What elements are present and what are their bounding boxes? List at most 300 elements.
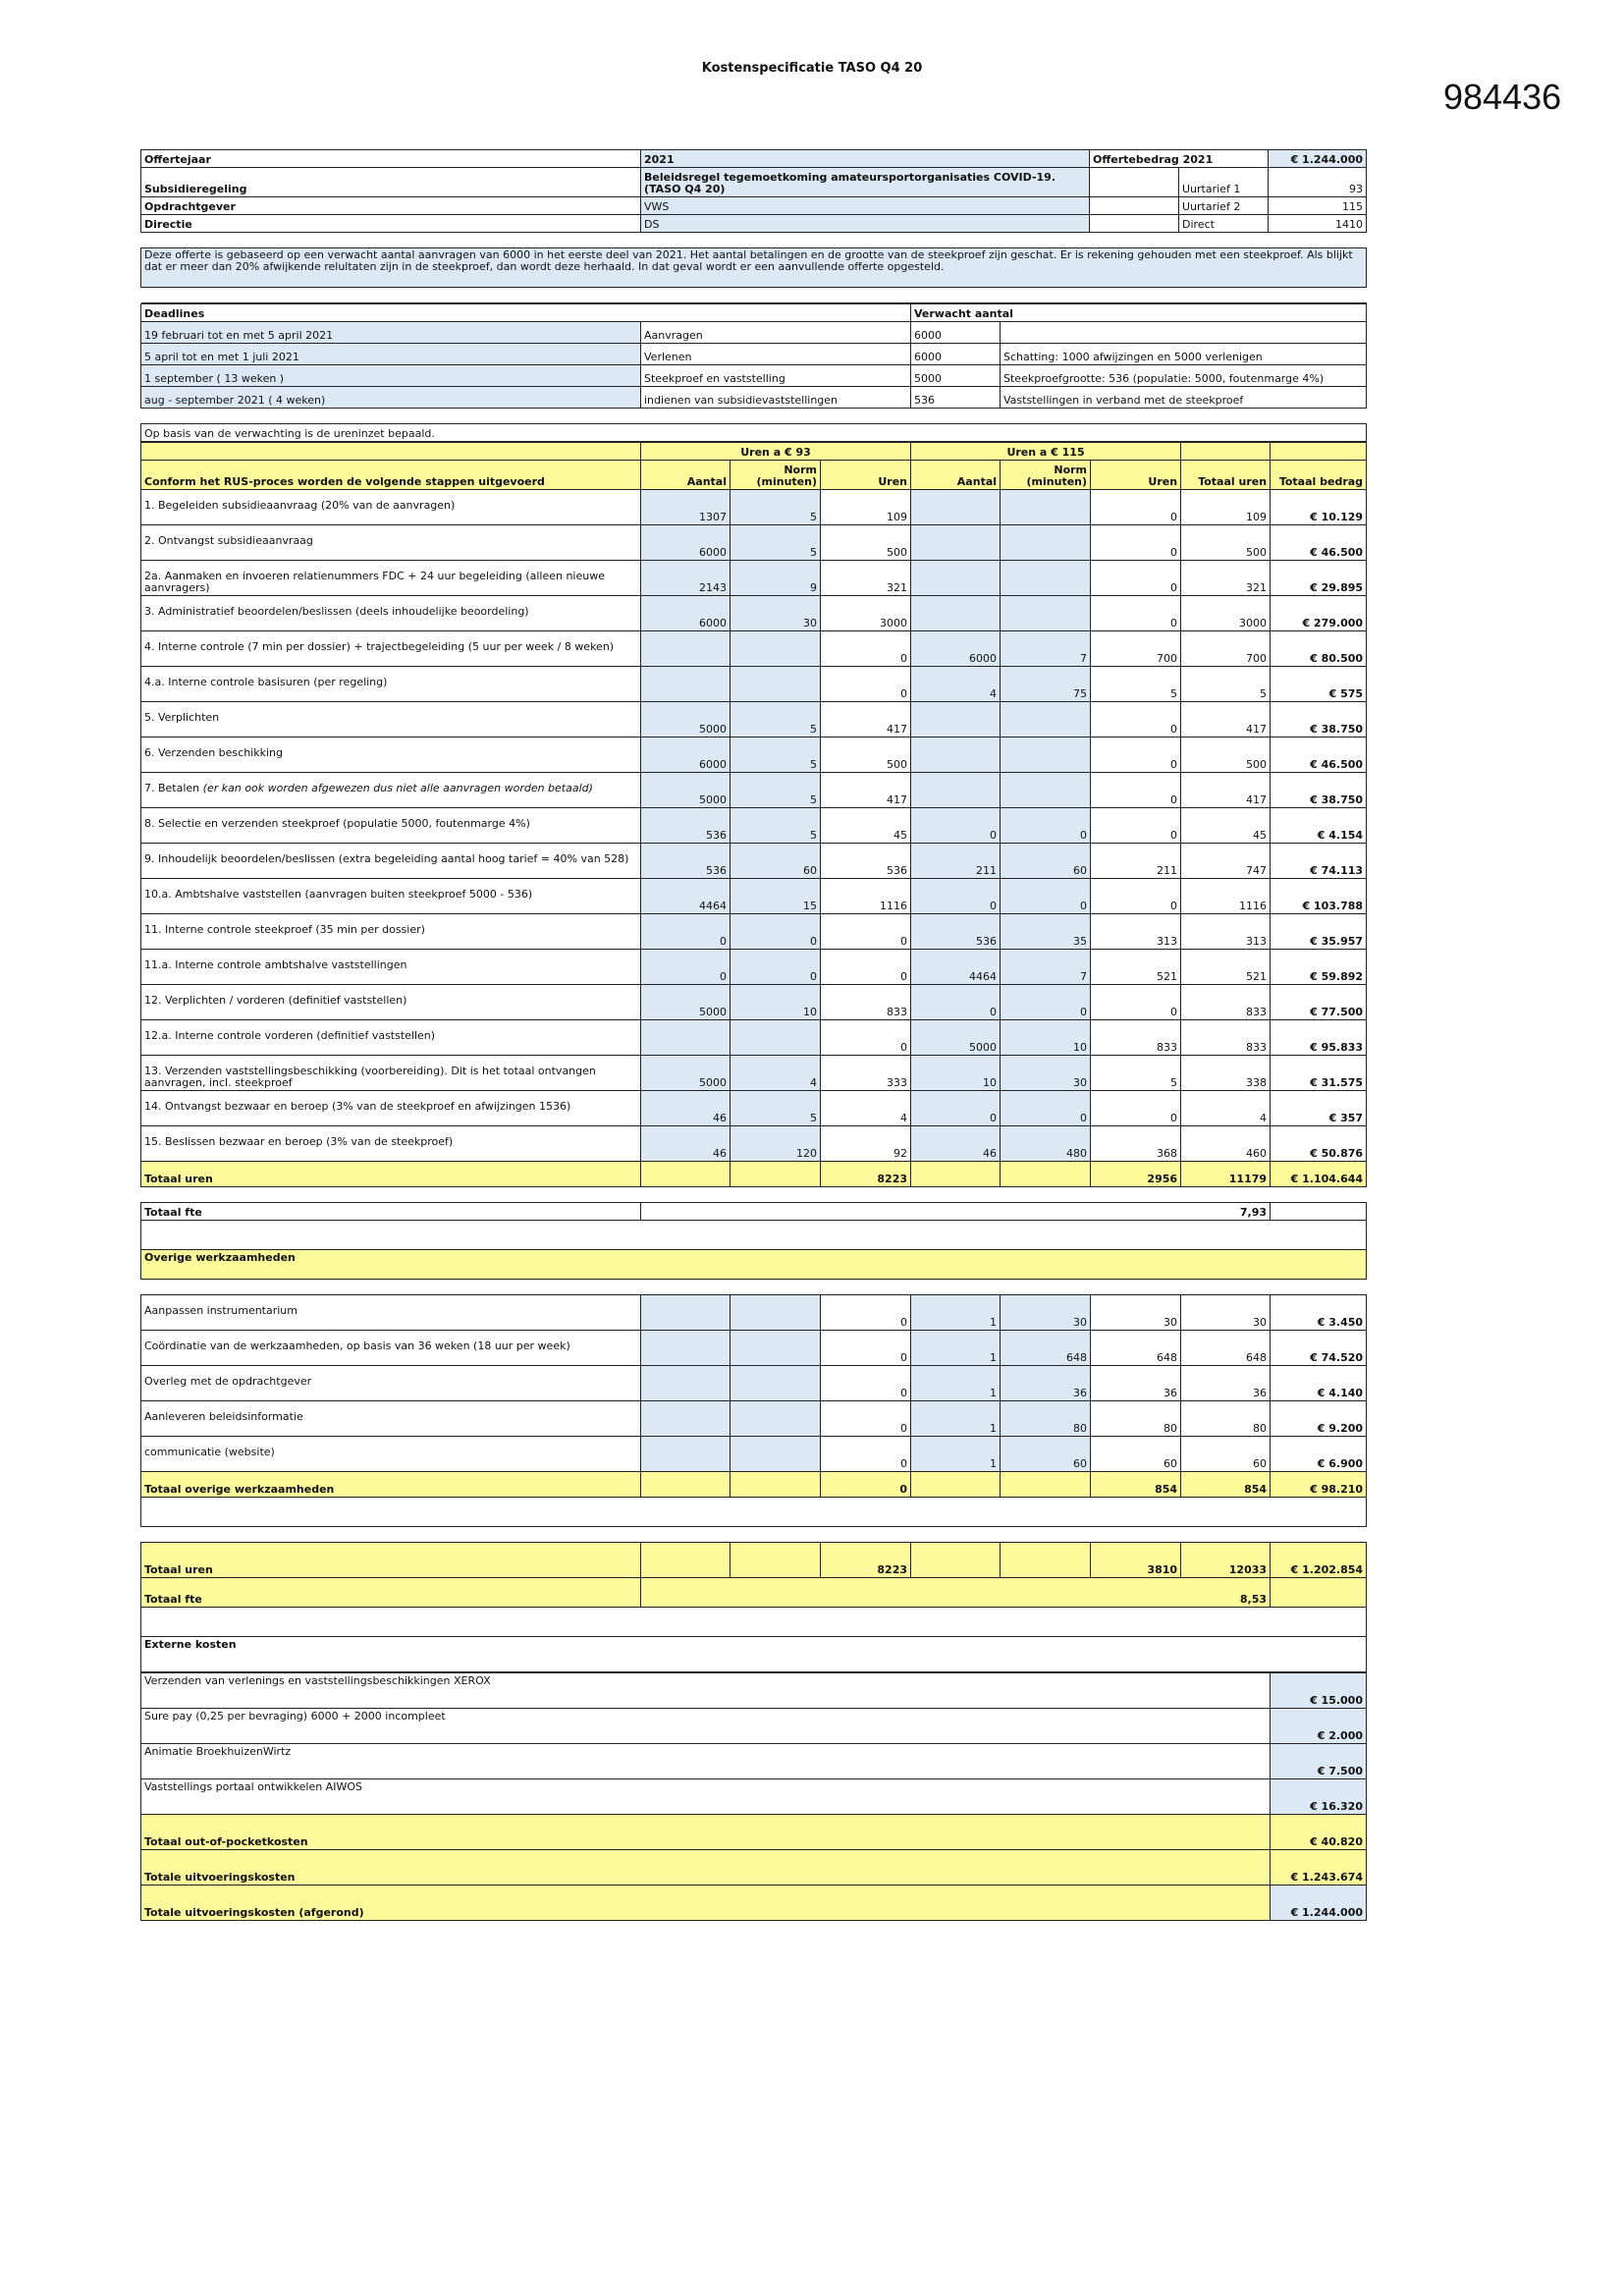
step-totaal-bedrag: € 10.129 [1271,490,1367,525]
overige-uren-115: 80 [1091,1401,1181,1437]
step-uren-115: 700 [1091,631,1181,667]
step-norm-93: 4 [731,1056,821,1091]
oop-label: Totaal out-of-pocketkosten [141,1815,1271,1850]
offertejaar-label: Offertejaar [141,150,641,168]
totaal-bedrag-sum: € 1.104.644 [1271,1162,1367,1187]
uitvoeringskosten-afgerond-label: Totale uitvoeringskosten (afgerond) [141,1886,1271,1921]
step-label-text: 4. Interne controle (7 min per dossier) + trajectbegeleiding (5 uur per week / 8 weken) [144,640,615,653]
overige-totaal-uren-cell: 36 [1181,1366,1271,1401]
step-totaal-bedrag: € 77.500 [1271,985,1367,1020]
subsidieregeling-value: Beleidsregel tegemoetkoming amateursportorganisaties COVID-19. (TASO Q4 20) [641,168,1090,197]
step-row [141,879,1367,914]
step-aantal-93 [641,1020,731,1056]
step-uren-115: 521 [1091,950,1181,985]
step-uren-93: 0 [821,950,911,985]
deadline-note: Schatting: 1000 afwijzingen en 5000 verlenigen [1001,344,1367,365]
steps-table [140,442,1367,1672]
step-aantal-115: 4 [911,667,1001,702]
step-aantal-93: 5000 [641,702,731,738]
totaal-fte-value: 7,93 [1181,1203,1271,1221]
overige-title: Overige werkzaamheden [141,1250,1367,1280]
grand-fte-label: Totaal fte [141,1578,641,1608]
step-row [141,1020,1367,1056]
step-aantal-93 [641,667,731,702]
step-uren-115: 0 [1091,1091,1181,1126]
expected-label: Verwacht aantal [911,304,1367,322]
overige-uren-115: 648 [1091,1331,1181,1366]
step-norm-93: 0 [731,914,821,950]
step-norm-93: 10 [731,985,821,1020]
overige-label: communicatie (website) [141,1437,641,1472]
document-title: Kostenspecificatie TASO Q4 20 [701,61,923,76]
deadline-count: 6000 [911,322,1001,344]
externe-item: Animatie BroekhuizenWirtz [141,1744,1271,1779]
step-aantal-115 [911,490,1001,525]
step-label-text: 11. Interne controle steekproef (35 min per dossier) [144,923,425,936]
uurtarief2-value: 115 [1269,197,1367,215]
step-label [141,914,641,950]
overige-totaal-bedrag-cell: € 3.450 [1271,1295,1367,1331]
step-totaal-uren: 700 [1181,631,1271,667]
step-row [141,1126,1367,1162]
step-totaal-uren: 3000 [1181,596,1271,631]
overige-row [141,1366,1367,1401]
deadline-activity: Verlenen [641,344,911,365]
step-aantal-93: 4464 [641,879,731,914]
uitvoeringskosten-label: Totale uitvoeringskosten [141,1850,1271,1886]
step-totaal-bedrag: € 357 [1271,1091,1367,1126]
uurtarief2-label: Uurtarief 2 [1179,197,1269,215]
step-aantal-115: 5000 [911,1020,1001,1056]
step-norm-115: 35 [1001,914,1091,950]
step-label [141,1126,641,1162]
offertebedrag-value: € 1.244.000 [1269,150,1367,168]
step-label [141,738,641,773]
deadline-note: Steekproefgrootte: 536 (populatie: 5000, foutenmarge 4%) [1001,365,1367,387]
step-norm-93: 5 [731,808,821,844]
step-uren-93: 1116 [821,879,911,914]
overige-totaal-label: Totaal overige werkzaamheden [141,1472,641,1498]
deadlines-label: Deadlines [141,304,911,322]
step-aantal-93: 0 [641,950,731,985]
step-norm-115: 7 [1001,631,1091,667]
overige-uren-93: 0 [821,1366,911,1401]
step-aantal-93: 5000 [641,773,731,808]
step-label-text: 11.a. Interne controle ambtshalve vaststellingen [144,958,407,971]
step-row [141,667,1367,702]
step-label [141,667,641,702]
step-aantal-115 [911,525,1001,561]
step-aantal-115: 4464 [911,950,1001,985]
overige-uren-93: 0 [821,1437,911,1472]
step-uren-93: 417 [821,702,911,738]
deadline-note [1001,322,1367,344]
externe-item: Vaststellings portaal ontwikkelen AIWOS [141,1779,1271,1815]
uitvoeringskosten-afgerond-value: € 1.244.000 [1271,1886,1367,1921]
step-uren-115: 0 [1091,773,1181,808]
step-label [141,808,641,844]
step-norm-115: 10 [1001,1020,1091,1056]
step-norm-93: 5 [731,1091,821,1126]
step-uren-115: 0 [1091,525,1181,561]
step-norm-93: 30 [731,596,821,631]
step-label-text: 14. Ontvangst bezwaar en beroep (3% van de steekproef en afwijzingen 1536) [144,1100,571,1113]
step-label [141,1020,641,1056]
deadline-count: 5000 [911,365,1001,387]
overige-row [141,1331,1367,1366]
overige-totaal-bedrag-cell: € 6.900 [1271,1437,1367,1472]
subsidieregeling-label: Subsidieregeling [141,168,641,197]
step-aantal-115: 0 [911,1091,1001,1126]
step-norm-115 [1001,738,1091,773]
step-totaal-uren: 4 [1181,1091,1271,1126]
step-aantal-93: 46 [641,1126,731,1162]
deadline-activity: Steekproef en vaststelling [641,365,911,387]
overige-totaal-uren: 854 [1181,1472,1271,1498]
step-label [141,879,641,914]
step-totaal-bedrag: € 50.876 [1271,1126,1367,1162]
step-uren-93: 0 [821,631,911,667]
step-totaal-bedrag: € 4.154 [1271,808,1367,844]
col-norm-2: Norm (minuten) [1001,461,1091,490]
step-uren-93: 500 [821,525,911,561]
step-norm-93: 60 [731,844,821,879]
step-uren-115: 0 [1091,702,1181,738]
step-norm-115: 480 [1001,1126,1091,1162]
step-uren-93: 4 [821,1091,911,1126]
step-uren-93: 109 [821,490,911,525]
uurtarief1-value: 93 [1269,168,1367,197]
step-aantal-115 [911,561,1001,596]
group-rate-115: Uren a € 115 [911,443,1181,461]
step-norm-115: 30 [1001,1056,1091,1091]
step-row [141,490,1367,525]
step-uren-93: 333 [821,1056,911,1091]
step-aantal-93: 536 [641,808,731,844]
overige-totaal-uren-cell: 60 [1181,1437,1271,1472]
externe-value: € 2.000 [1271,1709,1367,1744]
step-uren-115: 833 [1091,1020,1181,1056]
step-totaal-bedrag: € 38.750 [1271,773,1367,808]
overige-norm-115: 648 [1001,1331,1091,1366]
step-aantal-93 [641,631,731,667]
overige-label: Aanleveren beleidsinformatie [141,1401,641,1437]
step-totaal-uren: 521 [1181,950,1271,985]
step-norm-115 [1001,490,1091,525]
step-uren-115: 0 [1091,490,1181,525]
step-row [141,738,1367,773]
document-number: 984436 [1443,77,1562,117]
step-uren-115: 211 [1091,844,1181,879]
step-label-text: 7. Betalen [144,782,203,794]
step-aantal-93: 0 [641,914,731,950]
step-label-text: 8. Selectie en verzenden steekproef (populatie 5000, foutenmarge 4%) [144,817,530,830]
step-uren-115: 0 [1091,879,1181,914]
step-label [141,1091,641,1126]
step-aantal-115 [911,738,1001,773]
step-aantal-93: 46 [641,1091,731,1126]
step-norm-115: 7 [1001,950,1091,985]
step-totaal-uren: 338 [1181,1056,1271,1091]
step-uren-93: 0 [821,914,911,950]
step-aantal-93: 5000 [641,985,731,1020]
step-norm-93: 120 [731,1126,821,1162]
step-aantal-93: 5000 [641,1056,731,1091]
overige-norm-115: 60 [1001,1437,1091,1472]
overige-aantal-115: 1 [911,1401,1001,1437]
totaal-uren-115: 2956 [1091,1162,1181,1187]
step-totaal-bedrag: € 29.895 [1271,561,1367,596]
step-totaal-uren: 500 [1181,738,1271,773]
step-totaal-uren: 417 [1181,702,1271,738]
externe-title: Externe kosten [141,1637,1367,1672]
step-row [141,525,1367,561]
step-row [141,950,1367,985]
step-uren-115: 0 [1091,985,1181,1020]
step-label [141,985,641,1020]
col-aantal-1: Aantal [641,461,731,490]
step-row [141,1091,1367,1126]
step-row [141,596,1367,631]
step-label [141,950,641,985]
step-totaal-bedrag: € 38.750 [1271,702,1367,738]
totaal-uren-label: Totaal uren [141,1162,641,1187]
step-norm-93: 15 [731,879,821,914]
col-aantal-2: Aantal [911,461,1001,490]
step-uren-93: 45 [821,808,911,844]
step-totaal-bedrag: € 46.500 [1271,738,1367,773]
deadline-period: 19 februari tot en met 5 april 2021 [141,322,641,344]
step-totaal-uren: 109 [1181,490,1271,525]
overige-aantal-115: 1 [911,1295,1001,1331]
step-aantal-115: 46 [911,1126,1001,1162]
overige-norm-115: 30 [1001,1295,1091,1331]
step-norm-115: 0 [1001,985,1091,1020]
step-totaal-uren: 321 [1181,561,1271,596]
step-row [141,985,1367,1020]
totaal-uren-93: 8223 [821,1162,911,1187]
steps-title: Conform het RUS-proces worden de volgende stappen uitgevoerd [141,461,641,490]
intro-text: Deze offerte is gebaseerd op een verwacht aantal aanvragen van 6000 in het eerste deel van 2021. Het aantal betalingen en de grootte van de steekproef zijn geschat. Er is rekening gehouden met een steekproef. Als blijkt dat er meer dan 20% afwijkende relultaten zijn in de steekproef, dan wordt deze herhaald. In dat geval wordt er een aanvullende offerte opgesteld. [141,248,1367,288]
step-aantal-115: 211 [911,844,1001,879]
step-uren-115: 0 [1091,738,1181,773]
opdrachtgever-value: VWS [641,197,1090,215]
deadline-activity: Aanvragen [641,322,911,344]
step-label-text: 9. Inhoudelijk beoordelen/beslissen (extra begeleiding aantal hoog tarief = 40% van 528) [144,852,629,865]
step-label [141,490,641,525]
step-uren-115: 5 [1091,667,1181,702]
step-label-text: 12. Verplichten / vorderen (definitief vaststellen) [144,994,407,1007]
overige-totaal-bedrag: € 98.210 [1271,1472,1367,1498]
step-norm-115 [1001,702,1091,738]
step-uren-93: 536 [821,844,911,879]
step-label-text: 2a. Aanmaken en invoeren relatienummers FDC + 24 uur begeleiding (alleen nieuwe aanvragers) [144,570,605,594]
step-uren-115: 368 [1091,1126,1181,1162]
step-label-text: 2. Ontvangst subsidieaanvraag [144,534,313,547]
step-label [141,702,641,738]
grand-uren-115: 3810 [1091,1543,1181,1578]
step-label-text: 15. Beslissen bezwaar en beroep (3% van de steekproef) [144,1135,454,1148]
overige-uren-93: 0 [821,1331,911,1366]
overige-norm-115: 80 [1001,1401,1091,1437]
uitvoeringskosten-value: € 1.243.674 [1271,1850,1367,1886]
overige-row [141,1401,1367,1437]
step-aantal-115: 0 [911,879,1001,914]
step-label-text: 5. Verplichten [144,711,220,724]
step-totaal-bedrag: € 59.892 [1271,950,1367,985]
overige-totaal-115: 854 [1091,1472,1181,1498]
step-aantal-93: 2143 [641,561,731,596]
overige-totaal-bedrag-cell: € 9.200 [1271,1401,1367,1437]
step-label [141,631,641,667]
deadline-count: 6000 [911,344,1001,365]
step-norm-115: 60 [1001,844,1091,879]
step-aantal-115 [911,596,1001,631]
col-norm-1: Norm (minuten) [731,461,821,490]
step-uren-115: 0 [1091,561,1181,596]
step-label [141,773,641,808]
step-totaal-uren: 5 [1181,667,1271,702]
overige-uren-115: 30 [1091,1295,1181,1331]
grand-uren-sum: 12033 [1181,1543,1271,1578]
deadline-activity: indienen van subsidievaststellingen [641,387,911,409]
step-totaal-bedrag: € 31.575 [1271,1056,1367,1091]
step-norm-115 [1001,525,1091,561]
step-totaal-uren: 833 [1181,985,1271,1020]
direct-value: 1410 [1269,215,1367,233]
step-row [141,773,1367,808]
step-totaal-uren: 45 [1181,808,1271,844]
step-totaal-uren: 1116 [1181,879,1271,914]
overige-uren-115: 36 [1091,1366,1181,1401]
col-totaal-uren: Totaal uren [1181,461,1271,490]
step-totaal-uren: 833 [1181,1020,1271,1056]
externe-item: Sure pay (0,25 per bevraging) 6000 + 2000 incompleet [141,1709,1271,1744]
col-uren-1: Uren [821,461,911,490]
step-totaal-bedrag: € 80.500 [1271,631,1367,667]
overige-totaal-uren-cell: 648 [1181,1331,1271,1366]
externe-value: € 7.500 [1271,1744,1367,1779]
col-uren-2: Uren [1091,461,1181,490]
deadline-count: 536 [911,387,1001,409]
overige-totaal-bedrag-cell: € 4.140 [1271,1366,1367,1401]
step-aantal-93: 6000 [641,596,731,631]
oop-value: € 40.820 [1271,1815,1367,1850]
overige-totaal-93: 0 [821,1472,911,1498]
offertebedrag-label: Offertebedrag 2021 [1090,150,1269,168]
step-uren-93: 0 [821,1020,911,1056]
step-label [141,561,641,596]
step-aantal-115 [911,773,1001,808]
direct-label: Direct [1179,215,1269,233]
step-uren-93: 417 [821,773,911,808]
offertejaar-value: 2021 [641,150,1090,168]
step-aantal-115: 0 [911,808,1001,844]
step-totaal-bedrag: € 279.000 [1271,596,1367,631]
step-norm-93: 5 [731,773,821,808]
step-row [141,702,1367,738]
step-row [141,1056,1367,1091]
step-label [141,525,641,561]
step-row [141,808,1367,844]
step-totaal-bedrag: € 103.788 [1271,879,1367,914]
step-label-text: 13. Verzenden vaststellingsbeschikking (voorbereiding). Dit is het totaal ontvangen aanvragen, incl. steekproef [144,1065,596,1089]
group-rate-93: Uren a € 93 [641,443,911,461]
overige-label: Coördinatie van de werkzaamheden, op basis van 36 weken (18 uur per week) [141,1331,641,1366]
step-label-text: 3. Administratief beoordelen/beslissen (deels inhoudelijke beoordeling) [144,605,529,618]
overige-uren-93: 0 [821,1401,911,1437]
step-aantal-93: 6000 [641,738,731,773]
step-aantal-93: 6000 [641,525,731,561]
step-label-text: 12.a. Interne controle vorderen (definitief vaststellen) [144,1029,436,1042]
step-uren-115: 0 [1091,596,1181,631]
step-label [141,596,641,631]
overige-uren-93: 0 [821,1295,911,1331]
overige-aantal-115: 1 [911,1331,1001,1366]
step-norm-115: 0 [1001,879,1091,914]
overige-row [141,1295,1367,1331]
deadlines-table [140,303,1367,442]
step-totaal-bedrag: € 95.833 [1271,1020,1367,1056]
step-totaal-uren: 460 [1181,1126,1271,1162]
step-norm-93: 5 [731,738,821,773]
step-uren-93: 833 [821,985,911,1020]
step-aantal-115 [911,702,1001,738]
step-uren-93: 0 [821,667,911,702]
step-totaal-bedrag: € 74.113 [1271,844,1367,879]
step-totaal-uren: 417 [1181,773,1271,808]
step-uren-115: 0 [1091,808,1181,844]
externe-table [140,1672,1367,1921]
totaal-uren-sum: 11179 [1181,1162,1271,1187]
grand-fte-value: 8,53 [1181,1578,1271,1608]
step-totaal-uren: 500 [1181,525,1271,561]
deadline-period: aug - september 2021 ( 4 weken) [141,387,641,409]
cost-sheet [140,149,1366,1921]
directie-label: Directie [141,215,641,233]
step-uren-93: 321 [821,561,911,596]
deadline-period: 1 september ( 13 weken ) [141,365,641,387]
uurtarief1-label: Uurtarief 1 [1179,168,1269,197]
step-aantal-115: 6000 [911,631,1001,667]
step-norm-93 [731,1020,821,1056]
directie-value: DS [641,215,1090,233]
basis-note: Op basis van de verwachting is de ureninzet bepaald. [141,424,1367,442]
step-label [141,844,641,879]
step-uren-93: 3000 [821,596,911,631]
overige-norm-115: 36 [1001,1366,1091,1401]
step-totaal-uren: 747 [1181,844,1271,879]
step-norm-93: 5 [731,490,821,525]
externe-value: € 16.320 [1271,1779,1367,1815]
step-norm-115: 0 [1001,1091,1091,1126]
step-norm-93: 0 [731,950,821,985]
step-row [141,844,1367,879]
deadline-period: 5 april tot en met 1 juli 2021 [141,344,641,365]
step-norm-93: 9 [731,561,821,596]
step-label [141,1056,641,1091]
step-totaal-bedrag: € 35.957 [1271,914,1367,950]
totaal-fte-label: Totaal fte [141,1203,641,1221]
step-label-text: 10.a. Ambtshalve vaststellen (aanvragen buiten steekproef 5000 - 536) [144,888,533,901]
overige-aantal-115: 1 [911,1437,1001,1472]
step-aantal-115: 0 [911,985,1001,1020]
externe-value: € 15.000 [1271,1673,1367,1709]
step-label-text: 4.a. Interne controle basisuren (per regeling) [144,676,388,688]
step-uren-115: 5 [1091,1056,1181,1091]
grand-bedrag-sum: € 1.202.854 [1271,1543,1367,1578]
overige-aantal-115: 1 [911,1366,1001,1401]
